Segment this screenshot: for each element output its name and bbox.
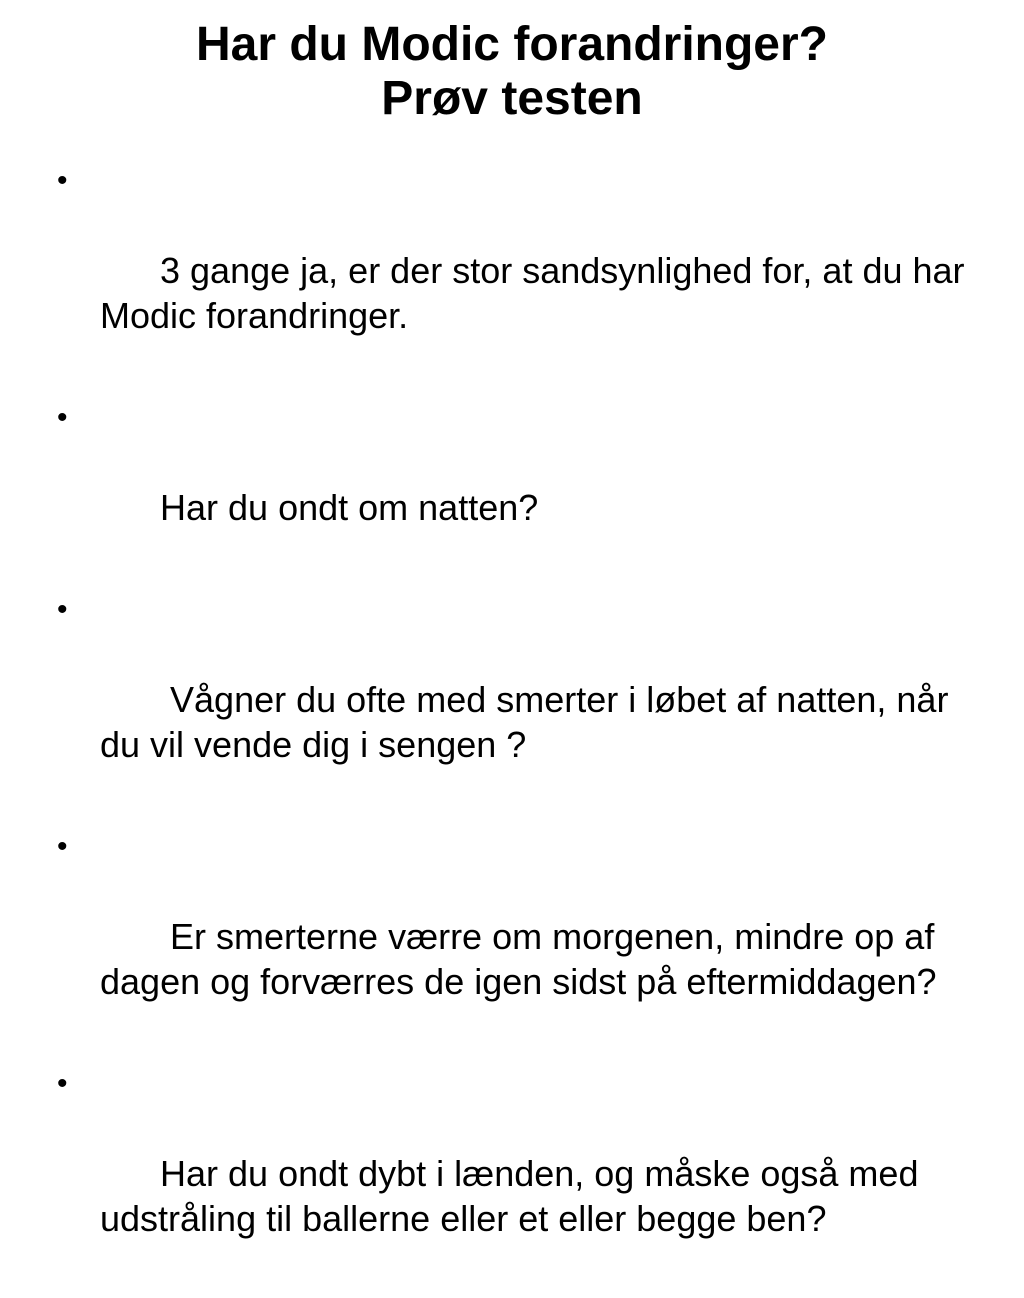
bullet-glyph: • [57, 830, 68, 863]
bullet-text: 3 gange ja, er der stor sandsynlighed for, at du har Modic forandringer. [100, 250, 975, 336]
bullet-text: Er smerterne værre om morgenen, mindre op af dagen og forværres de igen sidst på eftermiddagen? [100, 916, 945, 1002]
slide-title [0, 18, 1024, 126]
bullet-text: Har du ondt om natten? [160, 487, 539, 528]
bullet-item [57, 158, 980, 383]
title-line-1: Har du Modic forandringer? [195, 18, 828, 71]
bullet-glyph: • [57, 401, 68, 434]
bullet-item [57, 395, 980, 575]
bullet-glyph: • [57, 1067, 68, 1100]
bullet-item [57, 1061, 980, 1286]
title-line-2: Prøv testen [381, 72, 643, 125]
bullet-list [57, 158, 980, 1298]
bullet-glyph: • [57, 593, 68, 626]
bullet-item [57, 824, 980, 1049]
bullet-text: Vågner du ofte med smerter i løbet af natten, når du vil vende dig i sengen ? [100, 679, 959, 765]
bullet-glyph: • [57, 164, 68, 197]
bullet-text: Har du ondt dybt i lænden, og måske også med udstråling til ballerne eller et eller begge ben? [100, 1153, 929, 1239]
bullet-item [57, 587, 980, 812]
